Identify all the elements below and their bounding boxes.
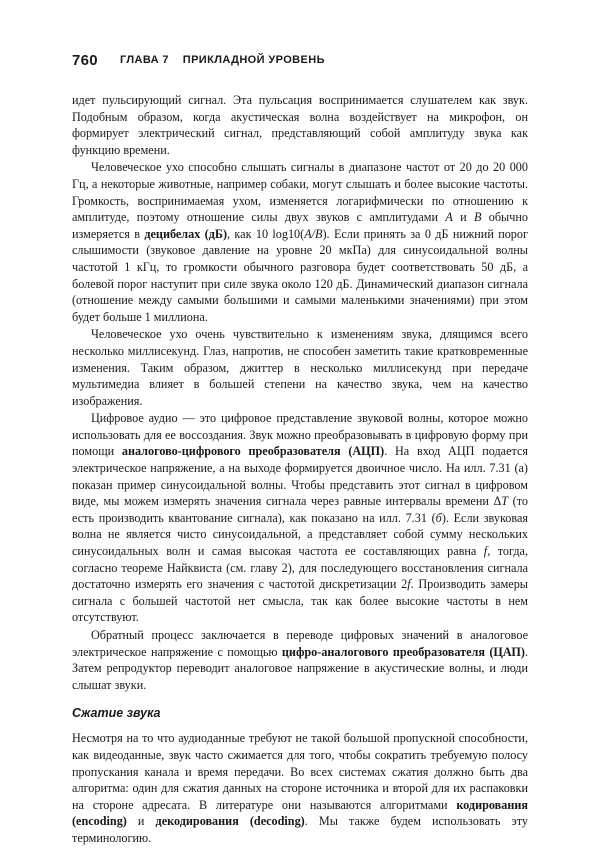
paragraph-continued: идет пульсирующий сигнал. Эта пульсация воспринимается слушателем как звук. Подобным образом, когда акустическая волна воздействует на микрофон, он формирует электрический сигнал, представляющий собой амплитуду звука как функцию времени. [72,93,528,157]
paragraph-sensitivity: Человеческое ухо очень чувствительно к изменениям звука, длящимся всего несколько миллисекунд. Глаз, напротив, не способен заметить такие кратковременные изменения. Таким образом, джиттер в несколько миллисекунд при передаче мультимедиа влияет в большей степени на качество звука, чем на качество изображения. [72,327,528,408]
paragraph-digital-audio: Цифровое аудио — это цифровое представление звуковой волны, которое можно использовать для ее воссоздания. Звук можно преобразовывать в цифровую форму при помощи аналогово-цифрового преобразователя (АЦП). На вход АЦП подается электрическое напряжение, а на выходе формируется двоичное число. На илл. 7.31 (а) показан пример синусоидальной волны. Чтобы представить этот сигнал в цифровом виде, мы можем измерять значения сигнала через равные интервалы времени ΔT (то есть производить квантование сигнала), как показано на илл. 7.31 (б). Если звуковая волна не является чисто синусоидальной, а представляет собой сумму нескольких синусоидальных волн и самая высокая частота ее составляющих равна f, тогда, согласно теореме Найквиста (см. главу 2), для последующего восстановления сигнала достаточно измерять его значения с частотой дискретизации 2f. Производить замеры сигнала с большей частотой нет смысла, так как более высокие частоты в нем отсутствуют. [72,411,528,625]
running-header [72,52,532,74]
term-adc: аналогово-цифрового преобразователя (АЦП) [121,444,385,459]
term-encoding: кодирования (encoding) [72,797,528,829]
page-number: 760 [72,52,98,69]
paragraph-dac: Обратный процесс заключается в переводе цифровых значений в аналоговое электрическое напряжение с помощью цифро-аналогового преобразователя (ЦАП). Затем репродуктор переводит аналоговое напряжение в акустические волны, и люди слышат звуки. [72,628,528,692]
term-decoding: декодирования (decoding) [155,814,305,829]
section-heading: Сжатие звука [72,706,161,721]
paragraph-compression: Несмотря на то что аудиоданные требуют не такой большой пропускной способности, как видеоданные, звук часто сжимается для того, чтобы сократить требуемую полосу пропускания канала и время передачи. Во всех системах сжатия должно быть два алгоритма: один для сжатия данных на стороне источника и второй для их распаковки на стороне адресата. В литературе они называются алгоритмами кодирования (encoding) и декодирования (decoding). Мы также будем использовать эту терминологию. [72,731,529,845]
chapter-title: ГЛАВА 7 ПРИКЛАДНОЙ УРОВЕНЬ [120,54,325,66]
body-text [72,92,528,847]
paragraph-hearing-range: Человеческое ухо способно слышать сигналы в диапазоне частот от 20 до 20 000 Гц, а некоторые животные, например собаки, могут слышать и более высокие частоты. Громкость, воспринимаемая ухом, изменяется логарифмически по отношению к амплитуде, поэтому отношение силы двух звуков с амплитудами A и B обычно измеряется в децибелах (дБ), как 10 log10(A/B). Если принять за 0 дБ нижний порог слышимости (звуковое давление на уровне 20 мкПа) для синусоидальной волны частотой 1 кГц, то громкости обычного разговора будет соответствовать 50 дБ, а болевой порог наступит при силе звука около 120 дБ. Динамический диапазон сигнала (отношение между самыми большими и самыми маленькими значениями) при этом будет больше 1 миллиона. [72,160,528,324]
term-dac: цифро-аналогового преобразователя (ЦАП) [281,644,525,659]
term-decibels: децибелах (дБ) [144,226,228,241]
